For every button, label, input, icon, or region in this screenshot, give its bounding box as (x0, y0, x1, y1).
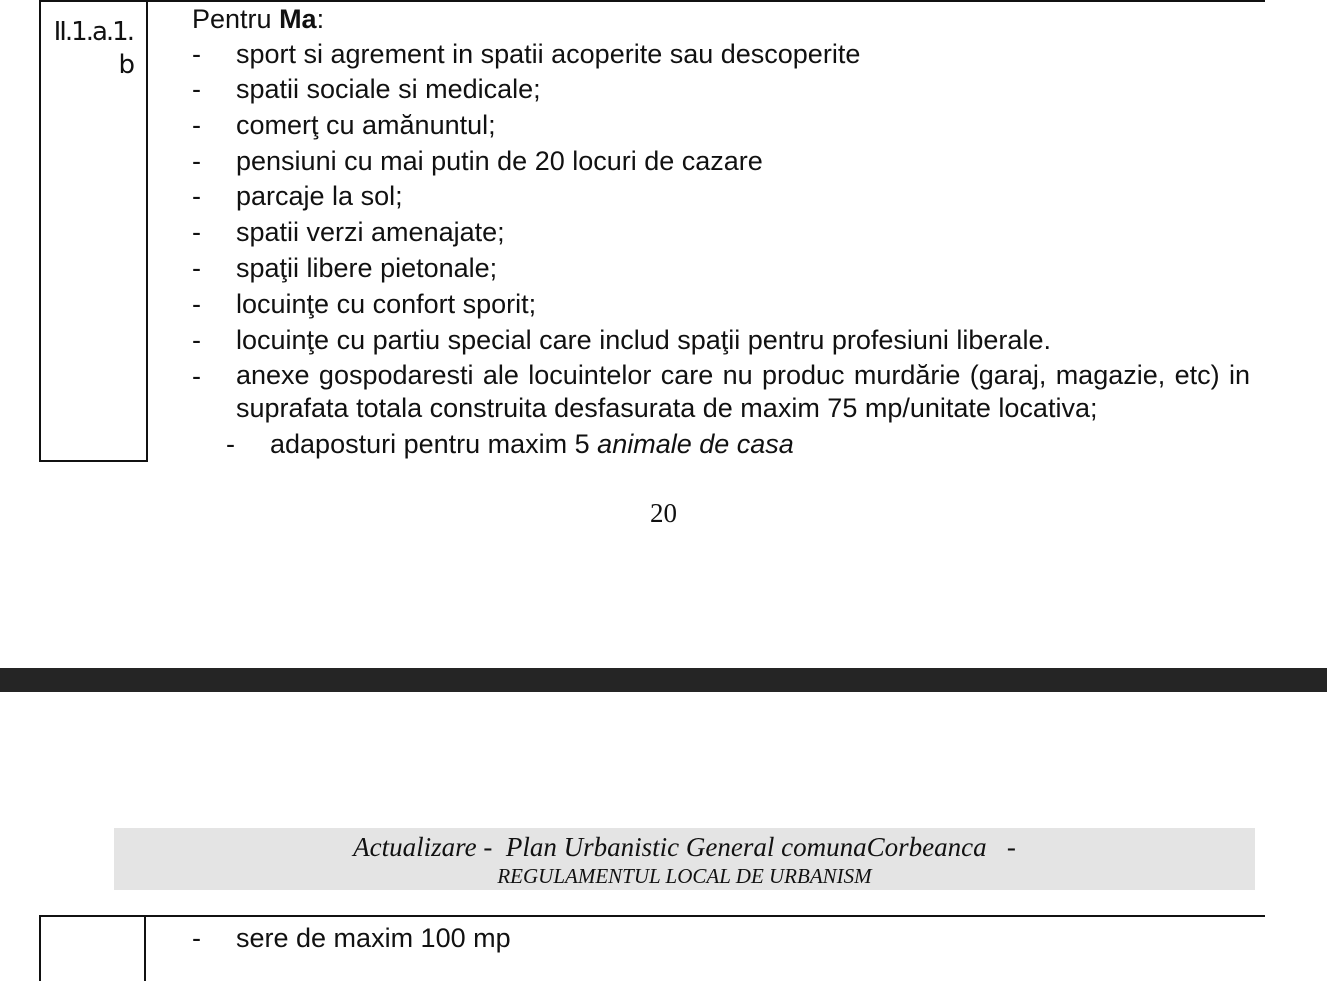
list-item-text: spatii sociale si medicale; (236, 74, 541, 104)
bullet-dash: - (192, 253, 201, 283)
section-heading (192, 2, 324, 36)
list-item-text: spaţii libere pietonale; (236, 253, 498, 283)
bullet-dash: - (192, 325, 201, 355)
list-item-text: locuinţe cu partiu special care includ spaţii pentru profesiuni liberale. (236, 325, 1051, 355)
list-item-text: spatii verzi amenajate; (236, 217, 505, 247)
header-subtitle: REGULAMENTUL LOCAL DE URBANISM (497, 864, 872, 888)
bullet-dash: - (192, 110, 201, 140)
list-item-text: pensiuni cu mai putin de 20 locuri de cazare (236, 146, 763, 176)
list-item-text: anexe gospodaresti ale locuintelor care nu produc murdărie (garaj, magazie, etc) in suprafata totala construita desfasurata de maxim 75 mp/unitate locativa; (236, 360, 1250, 423)
list-item-text: parcaje la sol; (236, 181, 403, 211)
list-item-text-regular: adaposturi pentru maxim 5 (270, 429, 598, 459)
list-item-text-italic: animale de casa (597, 429, 794, 459)
header-title: Actualizare - Plan Urbanistic General comunaCorbeanca - (353, 832, 1016, 862)
bullet-dash: - (192, 361, 201, 391)
list-item-text (270, 427, 1284, 461)
bullet-dash: - (192, 289, 201, 319)
bullet-dash: - (192, 74, 201, 104)
running-header (114, 828, 1255, 890)
bullet-dash: - (192, 923, 201, 953)
zone-code: Ma (279, 4, 317, 34)
table-top-border (39, 915, 1265, 917)
section-code: II.1.a.1. b (53, 17, 133, 80)
heading-colon: : (316, 4, 325, 34)
table-column-divider (144, 915, 146, 981)
page-number: 20 (650, 498, 677, 528)
table-left-border (39, 915, 41, 981)
list-item-text: locuinţe cu confort sporit; (236, 289, 537, 319)
list-item-text: sere de maxim 100 mp (236, 923, 511, 953)
bullet-dash: - (226, 429, 235, 459)
list-item-text: sport si agrement in spatii acoperite sau descoperite (236, 39, 861, 69)
bullet-dash: - (192, 146, 201, 176)
bullet-dash: - (192, 39, 201, 69)
section-code-cell (39, 0, 148, 462)
list-item-text: comerţ cu amănuntul; (236, 110, 496, 140)
bullet-dash: - (192, 181, 201, 211)
bullet-dash: - (192, 217, 201, 247)
heading-prefix: Pentru (192, 4, 280, 34)
page-separator (0, 668, 1327, 692)
